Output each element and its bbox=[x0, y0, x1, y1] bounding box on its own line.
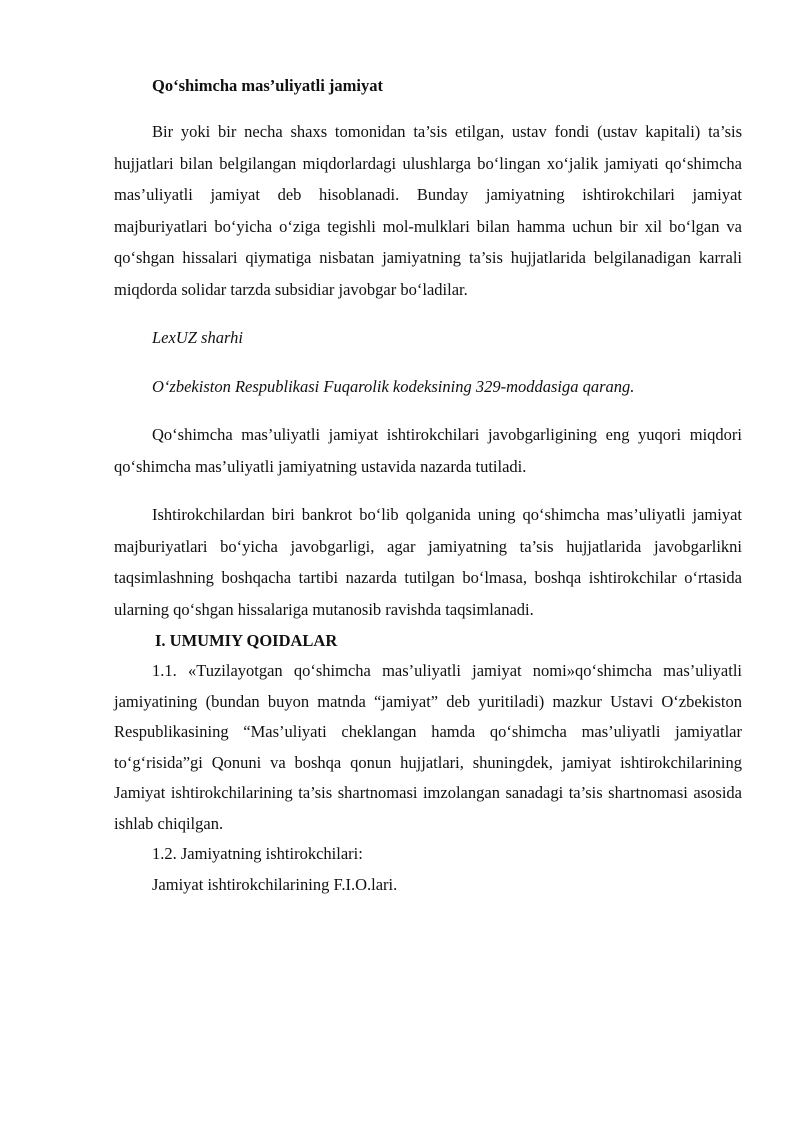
commentary-text: O‘zbekiston Respublikasi Fuqarolik kodeksining 329-moddasiga qarang. bbox=[152, 376, 635, 396]
document-page bbox=[114, 70, 742, 900]
liability-paragraph: Qo‘shimcha mas’uliyatli jamiyat ishtirokchilari javobgarligining eng yuqori miqdori qo‘shimcha mas’uliyatli jamiyatning ustavida nazarda tutiladi. bbox=[114, 425, 742, 476]
document-title: Qo‘shimcha mas’uliyatli jamiyat bbox=[152, 76, 383, 95]
section-title: I. UMUMIY QOIDALAR bbox=[155, 631, 338, 650]
participants-line: Jamiyat ishtirokchilarining F.I.O.lari. bbox=[152, 874, 398, 894]
bankruptcy-paragraph: Ishtirokchilardan biri bankrot bo‘lib qolganida uning qo‘shimcha mas’uliyatli jamiyat majburiyatlari bo‘yicha javobgarligi, agar jamiyatning ta’sis hujjatlarida javobgarlikni taqsimlashning boshqacha tartibi nazarda tutilgan bo‘lmasa, boshqa ishtirokchilar o‘rtasida ularning qo‘shgan hissalariga mutanosib ravishda taqsimlanadi. bbox=[114, 505, 742, 619]
definition-paragraph: Bir yoki bir necha shaxs tomonidan ta’sis etilgan, ustav fondi (ustav kapitali) ta’sis hujjatlari bilan belgilangan miqdorlardagi ulushlarga bo‘lingan xo‘jalik jamiyati qo‘shimcha mas’uliyatli jamiyat deb hisoblanadi. Bunday jamiyatning ishtirokchilari jamiyat majburiyatlari bo‘yicha o‘ziga tegishli mol-mulklari bilan hamma uchun bir xil bo‘lgan va qo‘shgan hissalari qiymatiga nisbatan jamiyatning ta’sis hujjatlarida belgilanadigan karrali miqdorda solidar tarzda subsidiar javobgar bo‘ladilar. bbox=[114, 122, 742, 299]
clause-1-1: 1.1. «Tuzilayotgan qo‘shimcha mas’uliyatli jamiyat nomi»qo‘shimcha mas’uliyatli jamiyatining (bundan buyon matnda “jamiyat” deb yuritiladi) mazkur Ustavi O‘zbekiston Respublikasining “Mas’uliyati cheklangan hamda qo‘shimcha mas’uliyatli jamiyatlar to‘g‘risida”gi Qonuni va boshqa qonun hujjatlari, shuningdek, jamiyat ishtirokchilarining Jamiyat ishtirokchilarining ta’sis shartnomasi imzolangan sanadagi ta’sis shartnomasi asosida ishlab chiqilgan. bbox=[114, 661, 742, 833]
clause-1-2: 1.2. Jamiyatning ishtirokchilari: bbox=[152, 844, 363, 863]
commentary-label: LexUZ sharhi bbox=[152, 328, 243, 347]
